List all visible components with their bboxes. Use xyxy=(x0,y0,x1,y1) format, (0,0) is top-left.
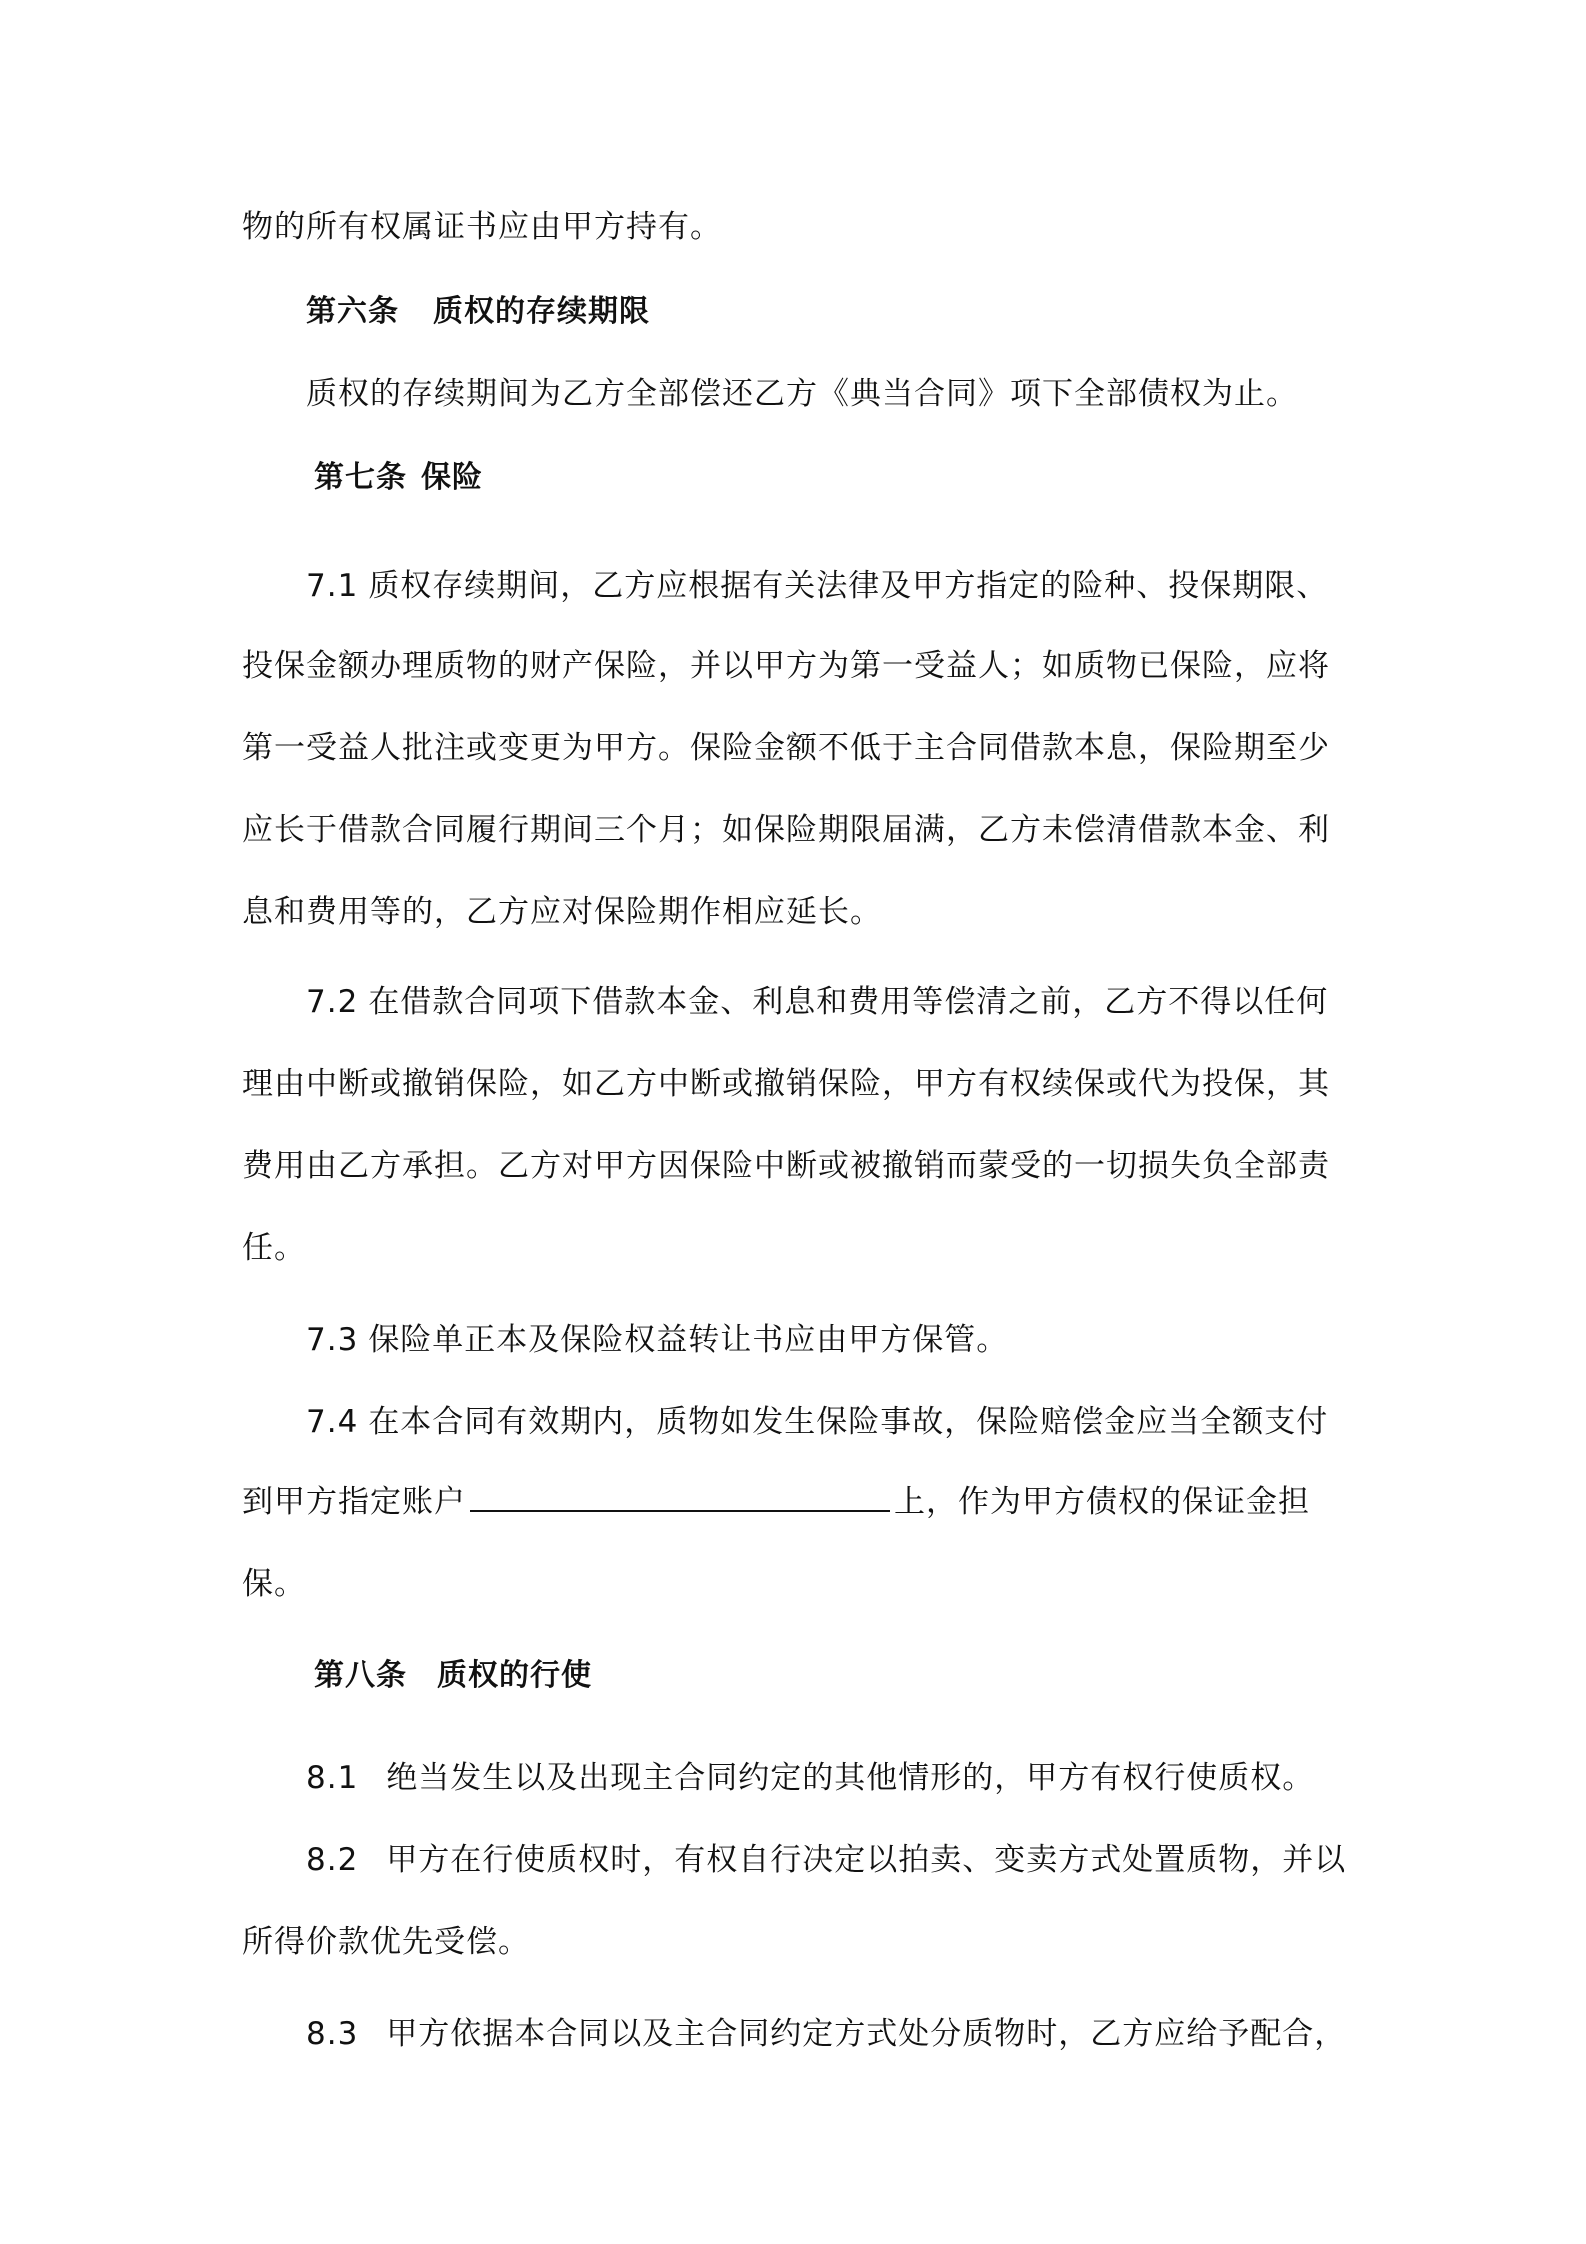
clause-text: 保险单正本及保险权益转让书应由甲方保管。 xyxy=(368,1322,1009,1358)
article-6-body: 质权的存续期间为乙方全部偿还乙方《典当合同》项下全部债权为止。 xyxy=(306,376,1298,412)
account-blank-line xyxy=(470,1480,890,1512)
clause-text: 上，作为甲方债权的保证金担 xyxy=(894,1484,1310,1520)
clause-7-2-line-1 xyxy=(306,980,1328,1024)
article-title: 保险 xyxy=(421,460,483,495)
clause-7-2-line-4: 任。 xyxy=(242,1230,306,1266)
clause-7-4-line-1 xyxy=(306,1400,1328,1444)
clause-8-3-line-1 xyxy=(306,2012,1346,2056)
article-number: 第八条 xyxy=(314,1658,407,1693)
clause-text: 绝当发生以及出现主合同约定的其他情形的，甲方有权行使质权。 xyxy=(386,1760,1315,1796)
clause-number: 7.1 xyxy=(306,568,359,604)
article-number: 第七条 xyxy=(314,460,407,495)
clause-number: 7.4 xyxy=(306,1404,359,1440)
clause-text: 质权存续期间，乙方应根据有关法律及甲方指定的险种、投保期限、 xyxy=(368,568,1329,604)
clause-7-2-line-2: 理由中断或撤销保险，如乙方中断或撤销保险，甲方有权续保或代为投保，其 xyxy=(242,1066,1330,1102)
clause-7-1-line-4: 应长于借款合同履行期间三个月；如保险期限届满，乙方未偿清借款本金、利 xyxy=(242,812,1330,848)
clause-8-1-line-1 xyxy=(306,1756,1314,1800)
article-6-heading xyxy=(306,290,650,334)
clause-7-4-line-3: 保。 xyxy=(242,1566,306,1602)
clause-number: 7.3 xyxy=(306,1322,359,1358)
clause-7-1-line-5: 息和费用等的，乙方应对保险期作相应延长。 xyxy=(242,894,882,930)
clause-number: 8.2 xyxy=(306,1842,359,1878)
clause-number: 7.2 xyxy=(306,984,359,1020)
clause-number: 8.3 xyxy=(306,2016,359,2052)
clause-7-1-line-1 xyxy=(306,564,1328,608)
article-8-heading xyxy=(314,1654,592,1698)
clause-8-2-line-2: 所得价款优先受偿。 xyxy=(242,1924,530,1960)
paragraph-line: 物的所有权属证书应由甲方持有。 xyxy=(242,209,722,245)
clause-7-3-line-1 xyxy=(306,1318,1008,1362)
clause-text: 甲方依据本合同以及主合同约定方式处分质物时，乙方应给予配合， xyxy=(386,2016,1347,2052)
clause-number: 8.1 xyxy=(306,1760,359,1796)
clause-text: 在借款合同项下借款本金、利息和费用等偿清之前，乙方不得以任何 xyxy=(368,984,1329,1020)
clause-text: 甲方在行使质权时，有权自行决定以拍卖、变卖方式处置质物，并以 xyxy=(386,1842,1347,1878)
article-title: 质权的行使 xyxy=(437,1658,592,1693)
clause-7-1-line-2: 投保金额办理质物的财产保险，并以甲方为第一受益人；如质物已保险，应将 xyxy=(242,648,1330,684)
clause-8-2-line-1 xyxy=(306,1838,1346,1882)
article-7-heading xyxy=(314,456,483,500)
clause-text: 在本合同有效期内，质物如发生保险事故，保险赔偿金应当全额支付 xyxy=(368,1404,1329,1440)
clause-text: 到甲方指定账户 xyxy=(242,1484,466,1520)
article-title: 质权的存续期限 xyxy=(433,294,650,329)
article-number: 第六条 xyxy=(306,294,399,329)
clause-7-1-line-3: 第一受益人批注或变更为甲方。保险金额不低于主合同借款本息，保险期至少 xyxy=(242,730,1330,766)
clause-7-4-line-2 xyxy=(242,1480,1310,1524)
clause-7-2-line-3: 费用由乙方承担。乙方对甲方因保险中断或被撤销而蒙受的一切损失负全部责 xyxy=(242,1148,1330,1184)
